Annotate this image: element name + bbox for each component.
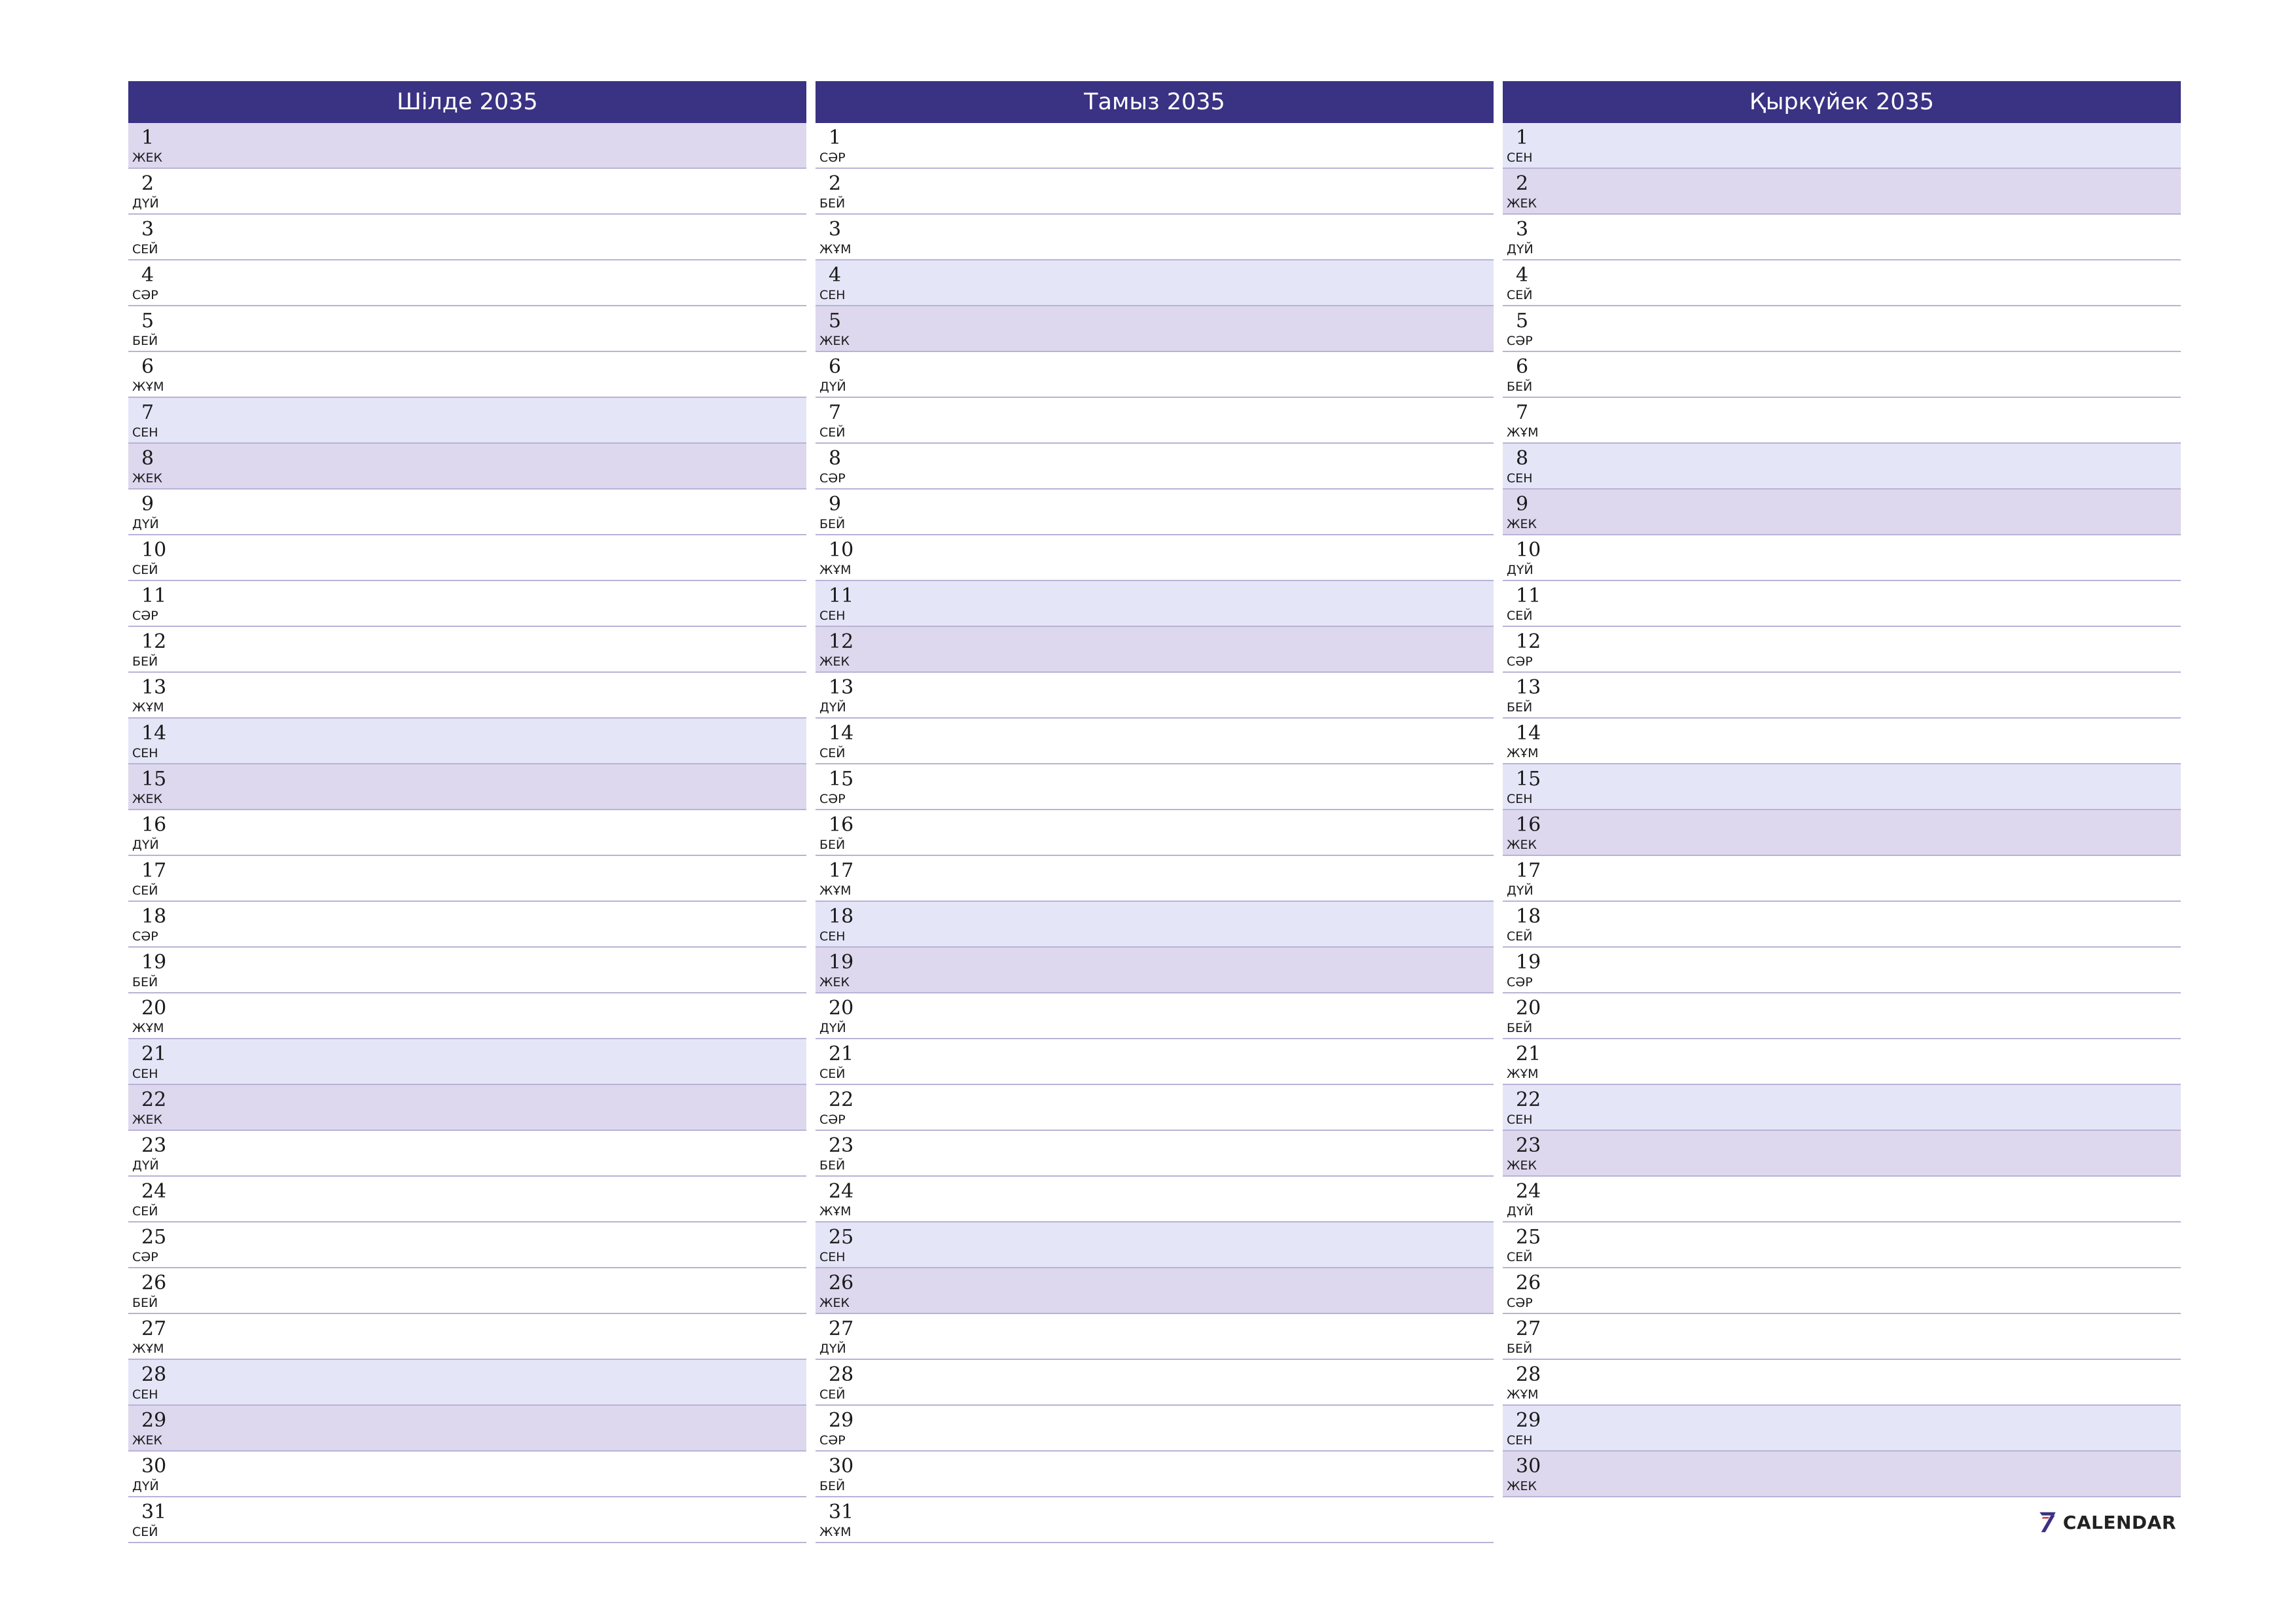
day-of-week: СЕЙ: [132, 883, 158, 898]
day-row[interactable]: [1503, 1131, 2181, 1177]
day-of-week: СЕЙ: [819, 746, 846, 760]
day-of-week: БЕЙ: [819, 1158, 846, 1173]
day-row[interactable]: [816, 490, 1494, 535]
day-row[interactable]: [1503, 1314, 2181, 1360]
day-of-week: ЖЕК: [819, 975, 850, 990]
day-number: 21: [1516, 1043, 1541, 1065]
day-number: 30: [141, 1455, 167, 1478]
day-row[interactable]: [816, 581, 1494, 627]
day-row[interactable]: [128, 810, 806, 856]
day-number: 5: [829, 310, 842, 332]
day-of-week: ЖҰМ: [819, 242, 852, 257]
day-of-week: СӘР: [819, 1113, 846, 1127]
day-number: 21: [141, 1043, 167, 1065]
day-number: 7: [829, 401, 842, 424]
brand-logo[interactable]: [2039, 1504, 2176, 1541]
day-number: 19: [829, 951, 854, 974]
day-of-week: ДҮЙ: [132, 196, 159, 211]
day-row[interactable]: [816, 1222, 1494, 1268]
day-row[interactable]: [128, 948, 806, 993]
day-of-week: БЕЙ: [1507, 1021, 1533, 1035]
day-number: 14: [141, 722, 167, 745]
day-of-week: ЖҰМ: [132, 1021, 164, 1035]
day-row[interactable]: [1503, 169, 2181, 215]
day-row[interactable]: [1503, 627, 2181, 673]
day-of-week: БЕЙ: [132, 975, 158, 990]
day-of-week: ЖЕК: [132, 1113, 162, 1127]
day-number: 26: [141, 1272, 167, 1294]
day-number: 22: [1516, 1088, 1541, 1111]
day-of-week: БЕЙ: [1507, 380, 1533, 394]
day-row[interactable]: [1503, 1039, 2181, 1085]
day-of-week: СӘР: [1507, 334, 1533, 348]
day-of-week: СЕН: [819, 1250, 846, 1264]
day-row[interactable]: [128, 1222, 806, 1268]
day-number: 1: [829, 126, 842, 149]
day-of-week: СӘР: [819, 792, 846, 806]
day-row[interactable]: [128, 1085, 806, 1131]
day-of-week: ДҮЙ: [1507, 242, 1534, 257]
day-number: 3: [829, 218, 842, 241]
day-number: 10: [141, 539, 167, 562]
day-of-week: СӘР: [819, 471, 846, 486]
day-of-week: СӘР: [1507, 654, 1533, 669]
day-of-week: ЖҰМ: [819, 1525, 852, 1539]
day-number: 15: [141, 768, 167, 791]
day-row[interactable]: [816, 1360, 1494, 1406]
day-number: 4: [1516, 264, 1529, 287]
month-title: Тамыз 2035: [816, 81, 1494, 123]
day-number: 15: [1516, 768, 1541, 791]
day-number: 3: [141, 218, 154, 241]
day-row[interactable]: [816, 1085, 1494, 1131]
day-row[interactable]: [816, 810, 1494, 856]
day-of-week: СЕН: [132, 1387, 158, 1402]
day-row[interactable]: [1503, 948, 2181, 993]
day-number: 11: [829, 584, 854, 607]
day-row[interactable]: [128, 215, 806, 260]
month-title: Шілде 2035: [128, 81, 806, 123]
day-row[interactable]: [816, 764, 1494, 810]
day-number: 6: [829, 355, 842, 378]
day-number: 8: [829, 447, 842, 470]
day-number: 11: [141, 584, 167, 607]
day-row[interactable]: [816, 1039, 1494, 1085]
day-number: 22: [829, 1088, 854, 1111]
day-of-week: ДҮЙ: [819, 1021, 846, 1035]
day-of-week: БЕЙ: [132, 334, 158, 348]
day-number: 21: [829, 1043, 854, 1065]
day-row[interactable]: [128, 764, 806, 810]
day-row[interactable]: [1503, 398, 2181, 444]
day-number: 4: [141, 264, 154, 287]
day-row[interactable]: [816, 260, 1494, 306]
month-september: [1503, 81, 2181, 1497]
day-number: 7: [141, 401, 154, 424]
day-of-week: ЖЕК: [819, 654, 850, 669]
day-number: 17: [141, 859, 167, 882]
day-of-week: ЖҰМ: [132, 380, 164, 394]
day-number: 9: [141, 493, 154, 516]
day-of-week: СЕЙ: [1507, 609, 1533, 623]
day-number: 9: [1516, 493, 1529, 516]
day-number: 27: [1516, 1317, 1541, 1340]
day-number: 17: [1516, 859, 1541, 882]
day-of-week: СӘР: [819, 1433, 846, 1448]
day-of-week: БЕЙ: [819, 196, 846, 211]
month-august: [816, 81, 1494, 1543]
day-number: 10: [829, 539, 854, 562]
day-of-week: СЕН: [1507, 792, 1533, 806]
day-of-week: ДҮЙ: [132, 1158, 159, 1173]
day-of-week: ЖЕК: [132, 1433, 162, 1448]
day-row[interactable]: [128, 490, 806, 535]
day-row[interactable]: [1503, 719, 2181, 764]
day-number: 13: [1516, 676, 1541, 699]
day-row[interactable]: [1503, 306, 2181, 352]
day-of-week: СЕЙ: [819, 1387, 846, 1402]
day-list: [128, 123, 806, 1543]
day-row[interactable]: [1503, 215, 2181, 260]
day-of-week: БЕЙ: [819, 517, 846, 531]
day-number: 30: [829, 1455, 854, 1478]
day-row[interactable]: [128, 993, 806, 1039]
day-row[interactable]: [128, 1314, 806, 1360]
day-number: 25: [1516, 1226, 1541, 1249]
day-number: 10: [1516, 539, 1541, 562]
day-number: 20: [1516, 997, 1541, 1020]
day-row[interactable]: [128, 1497, 806, 1543]
day-number: 29: [829, 1409, 854, 1432]
seven-calendar-logo-icon: [2039, 1505, 2056, 1540]
day-of-week: ДҮЙ: [1507, 1204, 1534, 1219]
day-of-week: ЖҰМ: [1507, 425, 1539, 440]
day-row[interactable]: [816, 856, 1494, 902]
day-of-week: СЕН: [132, 746, 158, 760]
day-number: 12: [1516, 630, 1541, 653]
day-of-week: БЕЙ: [819, 1479, 846, 1493]
day-row[interactable]: [128, 398, 806, 444]
day-of-week: ЖҰМ: [132, 1342, 164, 1356]
day-number: 27: [141, 1317, 167, 1340]
day-row[interactable]: [128, 1268, 806, 1314]
day-row[interactable]: [1503, 764, 2181, 810]
day-row[interactable]: [816, 398, 1494, 444]
day-of-week: ЖҰМ: [819, 883, 852, 898]
day-row[interactable]: [1503, 856, 2181, 902]
day-number: 18: [829, 905, 854, 928]
day-row[interactable]: [1503, 444, 2181, 490]
day-of-week: СЕН: [819, 609, 846, 623]
day-of-week: ДҮЙ: [132, 1479, 159, 1493]
day-row[interactable]: [816, 1452, 1494, 1497]
day-of-week: СӘР: [1507, 1296, 1533, 1310]
day-number: 6: [141, 355, 154, 378]
day-number: 1: [141, 126, 154, 149]
day-number: 2: [1516, 172, 1529, 195]
day-number: 18: [1516, 905, 1541, 928]
day-of-week: СЕЙ: [819, 425, 846, 440]
day-row[interactable]: [1503, 123, 2181, 169]
day-of-week: ЖЕК: [132, 792, 162, 806]
day-of-week: ДҮЙ: [132, 517, 159, 531]
day-row[interactable]: [1503, 810, 2181, 856]
day-row[interactable]: [128, 444, 806, 490]
day-of-week: СЕЙ: [1507, 929, 1533, 944]
day-row[interactable]: [1503, 490, 2181, 535]
day-number: 7: [1516, 401, 1529, 424]
day-number: 5: [1516, 310, 1529, 332]
day-number: 19: [1516, 951, 1541, 974]
day-number: 22: [141, 1088, 167, 1111]
day-number: 25: [141, 1226, 167, 1249]
day-row[interactable]: [1503, 1360, 2181, 1406]
day-of-week: ДҮЙ: [1507, 883, 1534, 898]
day-of-week: СЕЙ: [1507, 1250, 1533, 1264]
day-row[interactable]: [816, 719, 1494, 764]
day-number: 31: [141, 1501, 167, 1524]
day-of-week: СЕН: [132, 1067, 158, 1081]
day-row[interactable]: [128, 1039, 806, 1085]
day-number: 23: [1516, 1134, 1541, 1157]
day-of-week: СЕН: [132, 425, 158, 440]
day-row[interactable]: [816, 627, 1494, 673]
day-row[interactable]: [1503, 993, 2181, 1039]
day-row[interactable]: [128, 306, 806, 352]
day-number: 13: [829, 676, 854, 699]
day-of-week: ЖҰМ: [1507, 1387, 1539, 1402]
day-of-week: СЕН: [819, 288, 846, 302]
day-number: 3: [1516, 218, 1529, 241]
day-number: 29: [1516, 1409, 1541, 1432]
day-of-week: СӘР: [1507, 975, 1533, 990]
day-row[interactable]: [816, 993, 1494, 1039]
day-of-week: ДҮЙ: [819, 1342, 846, 1356]
day-of-week: БЕЙ: [132, 1296, 158, 1310]
day-of-week: БЕЙ: [819, 838, 846, 852]
day-of-week: СЕН: [1507, 151, 1533, 165]
day-of-week: ЖЕК: [1507, 1479, 1537, 1493]
day-list: [1503, 123, 2181, 1497]
day-number: 15: [829, 768, 854, 791]
day-number: 26: [1516, 1272, 1541, 1294]
day-row[interactable]: [128, 581, 806, 627]
day-row[interactable]: [816, 1314, 1494, 1360]
day-row[interactable]: [1503, 1406, 2181, 1452]
day-of-week: ЖҰМ: [1507, 1067, 1539, 1081]
day-row[interactable]: [128, 673, 806, 719]
day-of-week: БЕЙ: [132, 654, 158, 669]
day-number: 12: [829, 630, 854, 653]
month-july: [128, 81, 806, 1543]
day-row[interactable]: [128, 535, 806, 581]
day-of-week: СӘР: [819, 151, 846, 165]
day-of-week: ДҮЙ: [819, 700, 846, 715]
day-number: 11: [1516, 584, 1541, 607]
day-number: 28: [1516, 1363, 1541, 1386]
day-row[interactable]: [1503, 902, 2181, 948]
day-row[interactable]: [816, 1131, 1494, 1177]
day-row[interactable]: [816, 535, 1494, 581]
day-number: 31: [829, 1501, 854, 1524]
day-row[interactable]: [128, 1131, 806, 1177]
day-of-week: СЕЙ: [132, 1525, 158, 1539]
day-row[interactable]: [128, 352, 806, 398]
day-number: 1: [1516, 126, 1529, 149]
day-row[interactable]: [1503, 673, 2181, 719]
day-row[interactable]: [128, 1360, 806, 1406]
day-row[interactable]: [128, 627, 806, 673]
day-of-week: СЕЙ: [132, 1204, 158, 1219]
day-row[interactable]: [1503, 260, 2181, 306]
day-of-week: БЕЙ: [1507, 1342, 1533, 1356]
day-number: 4: [829, 264, 842, 287]
day-row[interactable]: [1503, 1268, 2181, 1314]
day-of-week: СЕН: [819, 929, 846, 944]
day-of-week: СӘР: [132, 1250, 158, 1264]
day-row[interactable]: [816, 1268, 1494, 1314]
day-row[interactable]: [1503, 352, 2181, 398]
day-number: 24: [141, 1180, 167, 1203]
day-number: 8: [141, 447, 154, 470]
day-of-week: СЕЙ: [819, 1067, 846, 1081]
day-of-week: ЖҰМ: [1507, 746, 1539, 760]
day-of-week: СЕЙ: [132, 563, 158, 577]
day-number: 2: [141, 172, 154, 195]
day-of-week: ЖЕК: [1507, 196, 1537, 211]
day-of-week: ЖЕК: [1507, 517, 1537, 531]
day-row[interactable]: [816, 123, 1494, 169]
month-title: Қыркүйек 2035: [1503, 81, 2181, 123]
day-number: 29: [141, 1409, 167, 1432]
day-row[interactable]: [816, 352, 1494, 398]
day-number: 30: [1516, 1455, 1541, 1478]
day-number: 26: [829, 1272, 854, 1294]
day-number: 19: [141, 951, 167, 974]
day-row[interactable]: [128, 902, 806, 948]
day-of-week: СӘР: [132, 288, 158, 302]
day-row[interactable]: [128, 856, 806, 902]
day-number: 24: [829, 1180, 854, 1203]
day-number: 20: [141, 997, 167, 1020]
day-row[interactable]: [1503, 535, 2181, 581]
day-number: 23: [829, 1134, 854, 1157]
day-number: 23: [141, 1134, 167, 1157]
day-of-week: ДҮЙ: [132, 838, 159, 852]
day-number: 28: [829, 1363, 854, 1386]
day-row[interactable]: [816, 948, 1494, 993]
day-row[interactable]: [1503, 1177, 2181, 1222]
day-row[interactable]: [128, 169, 806, 215]
day-row[interactable]: [1503, 1085, 2181, 1131]
day-of-week: ЖЕК: [819, 334, 850, 348]
day-number: 16: [829, 813, 854, 836]
day-number: 5: [141, 310, 154, 332]
day-of-week: СЕЙ: [132, 242, 158, 257]
day-number: 24: [1516, 1180, 1541, 1203]
day-of-week: ЖЕК: [1507, 838, 1537, 852]
day-of-week: ДҮЙ: [1507, 563, 1534, 577]
day-of-week: ЖҰМ: [819, 563, 852, 577]
day-row[interactable]: [816, 306, 1494, 352]
day-of-week: ЖЕК: [1507, 1158, 1537, 1173]
day-row[interactable]: [128, 1406, 806, 1452]
day-of-week: СӘР: [132, 609, 158, 623]
day-of-week: ДҮЙ: [819, 380, 846, 394]
day-number: 13: [141, 676, 167, 699]
day-row[interactable]: [128, 1452, 806, 1497]
day-row[interactable]: [1503, 1452, 2181, 1497]
day-list: [816, 123, 1494, 1543]
day-number: 27: [829, 1317, 854, 1340]
day-number: 16: [1516, 813, 1541, 836]
logo-text: CALENDAR: [2062, 1511, 2176, 1533]
day-row[interactable]: [816, 1497, 1494, 1543]
day-row[interactable]: [128, 123, 806, 169]
day-number: 6: [1516, 355, 1529, 378]
day-number: 9: [829, 493, 842, 516]
day-row[interactable]: [1503, 1222, 2181, 1268]
day-number: 17: [829, 859, 854, 882]
day-number: 14: [829, 722, 854, 745]
day-of-week: ЖЕК: [819, 1296, 850, 1310]
day-number: 18: [141, 905, 167, 928]
day-number: 25: [829, 1226, 854, 1249]
day-of-week: СЕЙ: [1507, 288, 1533, 302]
day-row[interactable]: [128, 1177, 806, 1222]
day-of-week: СЕН: [1507, 471, 1533, 486]
day-row[interactable]: [816, 1406, 1494, 1452]
day-of-week: ЖҰМ: [132, 700, 164, 715]
day-of-week: БЕЙ: [1507, 700, 1533, 715]
day-of-week: ЖЕК: [132, 471, 162, 486]
day-row[interactable]: [816, 1177, 1494, 1222]
day-number: 12: [141, 630, 167, 653]
day-of-week: ЖЕК: [132, 151, 162, 165]
day-number: 14: [1516, 722, 1541, 745]
day-number: 16: [141, 813, 167, 836]
day-number: 8: [1516, 447, 1529, 470]
day-row[interactable]: [816, 169, 1494, 215]
day-of-week: СЕН: [1507, 1113, 1533, 1127]
day-row[interactable]: [816, 902, 1494, 948]
day-row[interactable]: [128, 260, 806, 306]
day-row[interactable]: [816, 215, 1494, 260]
day-row[interactable]: [816, 444, 1494, 490]
day-of-week: СЕН: [1507, 1433, 1533, 1448]
day-number: 20: [829, 997, 854, 1020]
day-row[interactable]: [816, 673, 1494, 719]
day-of-week: СӘР: [132, 929, 158, 944]
day-number: 2: [829, 172, 842, 195]
day-row[interactable]: [1503, 581, 2181, 627]
day-number: 28: [141, 1363, 167, 1386]
day-row[interactable]: [128, 719, 806, 764]
day-of-week: ЖҰМ: [819, 1204, 852, 1219]
